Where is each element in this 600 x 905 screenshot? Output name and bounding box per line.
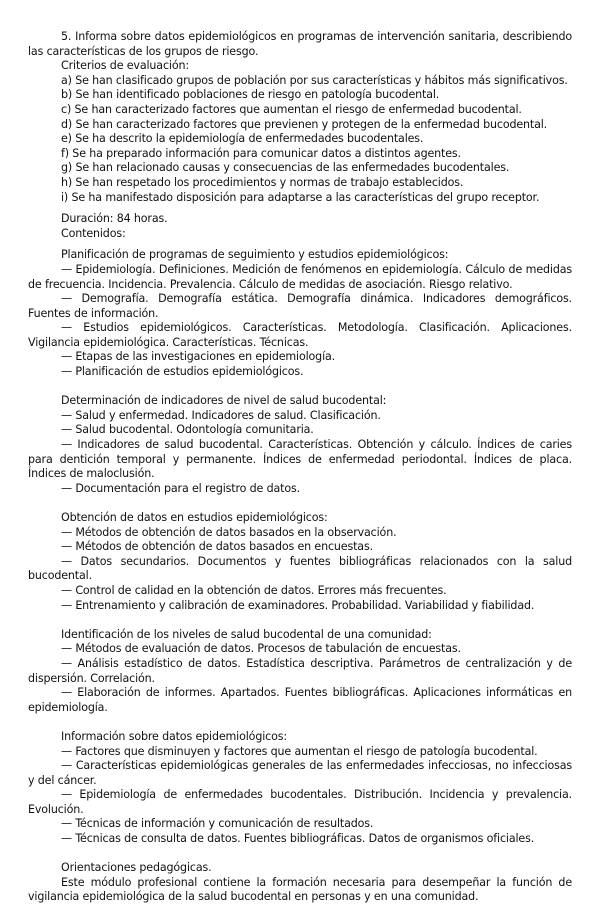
criteria-list xyxy=(28,74,572,205)
content-item: — Métodos de evaluación de datos. Procesos de tabulación de encuestas. xyxy=(61,642,461,656)
content-item: — Indicadores de salud bucodental. Características. Obtención y cálculo. Índices de caries para dentición temporal y permanente. Índices de enfermedad periodontal. Índices de placa. Índices de maloclusión. xyxy=(28,438,572,481)
content-item: — Documentación para el registro de datos. xyxy=(61,481,300,495)
criterion-item: g) Se han relacionado causas y consecuencias de las enfermedades bucodentales. xyxy=(61,161,510,175)
section-heading: Orientaciones pedagógicas. xyxy=(61,861,212,875)
contents-label: Contenidos: xyxy=(61,226,126,240)
content-item: — Técnicas de información y comunicación de resultados. xyxy=(61,817,374,831)
content-item: — Estudios epidemiológicos. Características. Metodología. Clasificación. Aplicaciones. Vigilancia epidemiológica. Características. Técnicas. xyxy=(28,321,572,349)
content-item: — Epidemiología de enfermedades bucodentales. Distribución. Incidencia y prevalencia. Evolución. xyxy=(28,788,572,816)
content-item: — Entrenamiento y calibración de examinadores. Probabilidad. Variabilidad y fiabilidad. xyxy=(61,598,535,612)
content-item: — Elaboración de informes. Apartados. Fuentes bibliográficas. Aplicaciones informáticas en epidemiología. xyxy=(28,686,572,714)
content-item: — Análisis estadístico de datos. Estadística descriptiva. Parámetros de centralización y de dispersión. Correlación. xyxy=(28,656,572,685)
criterion-item: h) Se han respetado los procedimientos y normas de trabajo establecidos. xyxy=(61,175,464,189)
contents-section xyxy=(28,730,572,847)
criteria-label: Criterios de evaluación: xyxy=(61,59,189,73)
criterion-item: d) Se han caracterizado factores que previenen y protegen de la enfermedad bucodental. xyxy=(61,117,548,131)
content-item: — Técnicas de consulta de datos. Fuentes bibliográficas. Datos de organismos oficiales. xyxy=(61,832,535,846)
criterion-item: f) Se ha preparado información para comunicar datos a distintos agentes. xyxy=(61,146,461,160)
criterion-item: b) Se han identificado poblaciones de riesgo en patología bucodental. xyxy=(61,88,440,102)
criterion-item: c) Se han caracterizado factores que aumentan el riesgo de enfermedad bucodental. xyxy=(61,102,522,116)
content-item: — Factores que disminuyen y factores que aumentan el riesgo de patología bucodental. xyxy=(61,744,538,758)
content-item: — Métodos de obtención de datos basados en encuestas. xyxy=(61,540,373,554)
section-heading: Identificación de los niveles de salud bucodental de una comunidad: xyxy=(61,627,432,641)
section-heading: Planificación de programas de seguimiento y estudios epidemiológicos: xyxy=(61,248,449,262)
content-item: — Demografía. Demografía estática. Demografía dinámica. Indicadores demográficos. Fuentes de información. xyxy=(28,292,572,320)
section-heading: Determinación de indicadores de nivel de salud bucodental: xyxy=(61,394,387,408)
contents-section xyxy=(28,628,572,716)
section-heading: Obtención de datos en estudios epidemiológicos: xyxy=(61,511,328,524)
contents-section xyxy=(28,248,572,379)
criterion-item: e) Se ha descrito la epidemiología de enfermedades bucodentales. xyxy=(61,132,424,146)
content-item: — Salud y enfermedad. Indicadores de salud. Clasificación. xyxy=(61,408,381,422)
content-item: — Métodos de obtención de datos basados en la observación. xyxy=(61,525,397,539)
criterion-item: a) Se han clasificado grupos de población por sus características y hábitos más significativos. xyxy=(61,73,568,87)
content-item: — Características epidemiológicas generales de las enfermedades infecciosas, no infecciosas y del cáncer. xyxy=(28,759,572,787)
section-heading: Información sobre datos epidemiológicos: xyxy=(61,729,287,743)
orientations-text: Este módulo profesional contiene la formación necesaria para desempeñar la función de vigilancia epidemiológica de la salud bucodental en personas y en una comunidad. xyxy=(28,875,572,904)
content-item: — Control de calidad en la obtención de datos. Errores más frecuentes. xyxy=(61,583,447,597)
content-item: — Etapas de las investigaciones en epidemiología. xyxy=(61,350,336,364)
orientations-section xyxy=(28,861,572,905)
contents-section xyxy=(28,394,572,496)
content-item: — Salud bucodental. Odontología comunitaria. xyxy=(61,423,314,437)
learning-outcome-5: 5. Informa sobre datos epidemiológicos en programas de intervención sanitaria, describiendo las características de los grupos de riesgo. xyxy=(28,30,572,58)
contents-section xyxy=(28,511,572,613)
content-item: — Epidemiología. Definiciones. Medición de fenómenos en epidemiología. Cálculo de medidas de frecuencia. Incidencia. Prevalencia. Cálculo de medidas de asociación. Riesgo relativo. xyxy=(28,262,572,291)
content-item: — Planificación de estudios epidemiológicos. xyxy=(61,365,304,379)
content-item: — Datos secundarios. Documentos y fuentes bibliográficas relacionados con la salud bucodental. xyxy=(28,554,572,583)
criterion-item: i) Se ha manifestado disposición para adaptarse a las características del grupo receptor. xyxy=(61,190,540,204)
duration: Duración: 84 horas. xyxy=(61,212,168,226)
